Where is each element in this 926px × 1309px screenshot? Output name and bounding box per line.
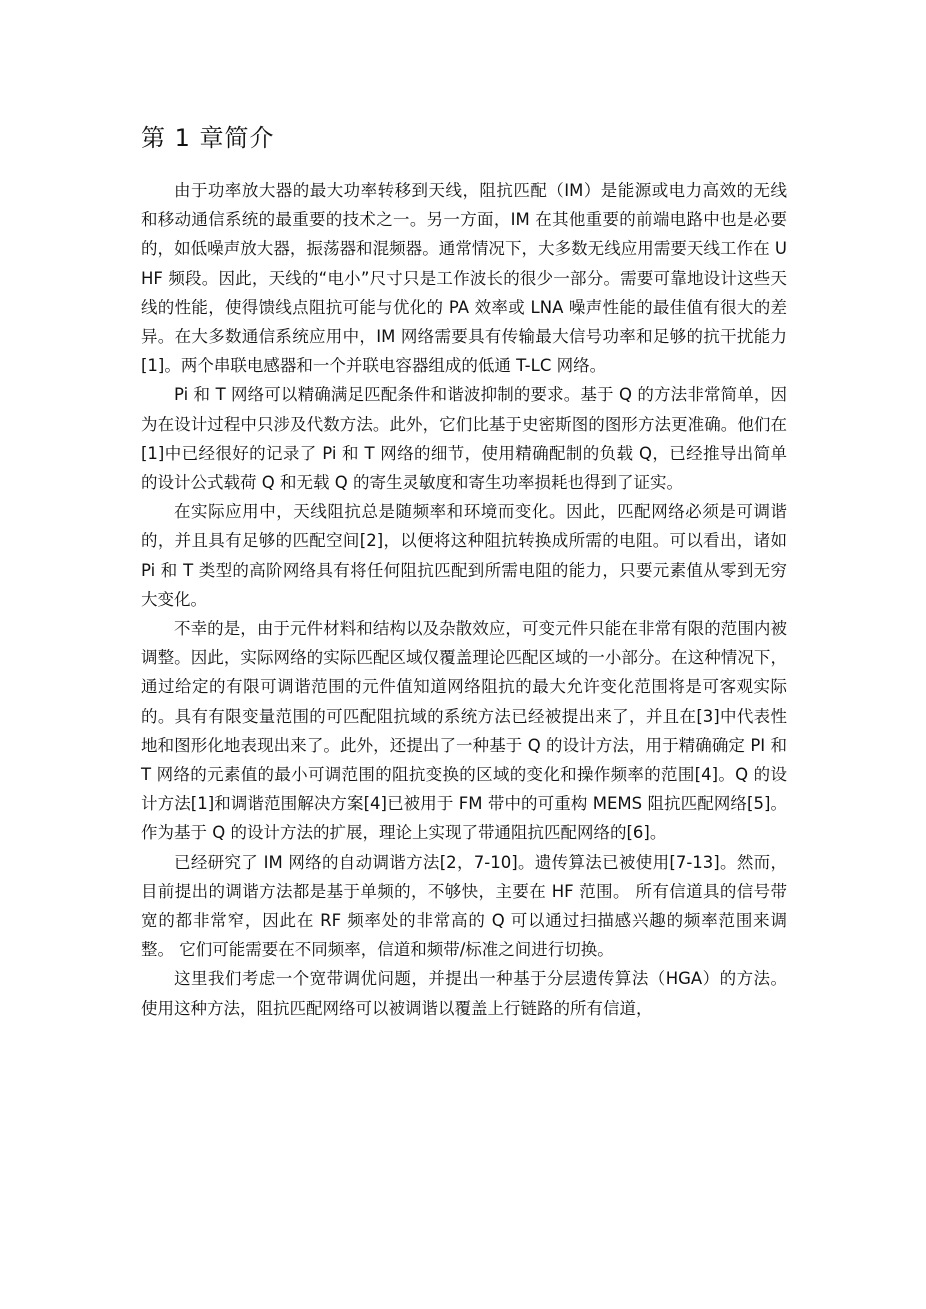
chapter-title: 第 1 章简介 bbox=[141, 124, 275, 152]
paragraph-1: 由于功率放大器的最大功率转移到天线，阻抗匹配（IM）是能源或电力高效的无线和移动通信系统的最重要的技术之一。另一方面，IM 在其他重要的前端电路中也是必要的，如低噪声放大器，振荡器和混频器。通常情况下，大多数无线应用需要天线工作在 UHF 频段。因此，天线的“电小”尺寸只是工作波长的很少一部分。需要可靠地设计这些天线的性能，使得馈线点阻抗可能与优化的 PA 效率或 LNA 噪声性能的最佳值有很大的差异。在大多数通信系统应用中，IM 网络需要具有传输最大信号功率和足够的抗干扰能力[1]。两个串联电感器和一个并联电容器组成的低通 T-LC 网络。 bbox=[141, 181, 787, 376]
paragraph-2: Pi 和 T 网络可以精确满足匹配条件和谐波抑制的要求。基于 Q 的方法非常简单，因为在设计过程中只涉及代数方法。此外，它们比基于史密斯图的图形方法更准确。他们在[1]中已经很好的记录了 Pi 和 T 网络的细节，使用精确配制的负载 Q，已经推导出简单的设计公式载荷 Q 和无载 Q 的寄生灵敏度和寄生功率损耗也得到了证实。 bbox=[141, 385, 787, 493]
paragraph-3: 在实际应用中，天线阻抗总是随频率和环境而变化。因此，匹配网络必须是可调谐的，并且具有足够的匹配空间[2]，以便将这种阻抗转换成所需的电阻。可以看出，诸如 Pi 和 T 类型的高阶网络具有将任何阻抗匹配到所需电阻的能力，只要元素值从零到无穷大变化。 bbox=[141, 502, 787, 609]
paragraph-4: 不幸的是，由于元件材料和结构以及杂散效应，可变元件只能在非常有限的范围内被调整。因此，实际网络的实际匹配区域仅覆盖理论匹配区域的一小部分。在这种情况下，通过给定的有限可调谐范围的元件值知道网络阻抗的最大允许变化范围将是可客观实际的。具有有限变量范围的可匹配阻抗域的系统方法已经被提出来了，并且在[3]中代表性地和图形化地表现出来了。此外，还提出了一种基于 Q 的设计方法，用于精确确定 PI 和 T 网络的元素值的最小可调范围的阻抗变换的区域的变化和操作频率的范围[4]。Q 的设计方法[1]和调谐范围解决方案[4]已被用于 FM 带中的可重构 MEMS 阻抗匹配网络[5]。作为基于 Q 的设计方法的扩展，理论上实现了带通阻抗匹配网络的[6]。 bbox=[141, 619, 787, 843]
body-text bbox=[141, 176, 787, 1023]
paragraph-5: 已经研究了 IM 网络的自动调谐方法[2，7-10]。遗传算法已被使用[7-13]。然而，目前提出的调谐方法都是基于单频的，不够快，主要在 HF 范围。 所有信道具的信号带宽的都非常窄，因此在 RF 频率处的非常高的 Q 可以通过扫描感兴趣的频率范围来调整。 它们可能需要在不同频率，信道和频带/标准之间进行切换。 bbox=[141, 852, 787, 960]
paragraph-6: 这里我们考虑一个宽带调优问题，并提出一种基于分层遗传算法（HGA）的方法。 使用这种方法，阻抗匹配网络可以被调谐以覆盖上行链路的所有信道， bbox=[141, 969, 787, 1018]
